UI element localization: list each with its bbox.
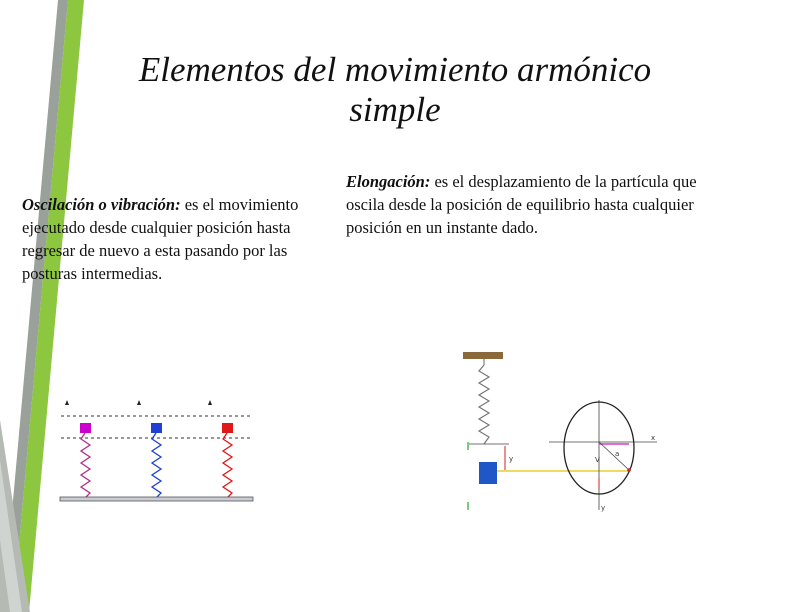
springs-diagram [57,338,256,542]
oscillation-term: Oscilación o vibración: [22,195,181,214]
y-label-left: y [509,455,514,463]
x-axis-label: x [651,434,656,442]
elongation-term: Elongación: [346,172,431,191]
circle-diagram [439,338,675,524]
spring-red [223,433,232,498]
point-on-circle [627,468,631,472]
oscillation-text: es el movimiento ejecutado desde cualquier posición hasta regresar de nuevo a esta pasando por las posturas intermedias. [22,195,299,283]
elongation-definition [346,170,706,239]
spring-blue [152,433,161,498]
marker-1-icon [65,400,69,405]
ceiling-mount [463,352,503,359]
marker-3-icon [208,400,212,405]
v-label: V [595,456,600,464]
elongation-text: es el desplazamiento de la partícula que oscila desde la posición de equilibrio hasta cualquier posición en un instante dado. [346,172,697,237]
block-red [222,423,233,433]
block-magenta [80,423,91,433]
mass-block [479,462,497,484]
a-label: a [615,450,620,458]
spring [479,365,489,444]
ground-bar [60,497,253,501]
radius-line [599,442,629,470]
slide-title: Elementos del movimiento armónico simple [138,50,652,129]
block-blue [151,423,162,433]
springs-figure [57,338,256,542]
circle-figure [439,338,675,524]
marker-2-icon [137,400,141,405]
oscillation-definition [22,193,340,285]
y-axis-label: y [601,504,606,512]
spring-magenta [81,433,90,498]
